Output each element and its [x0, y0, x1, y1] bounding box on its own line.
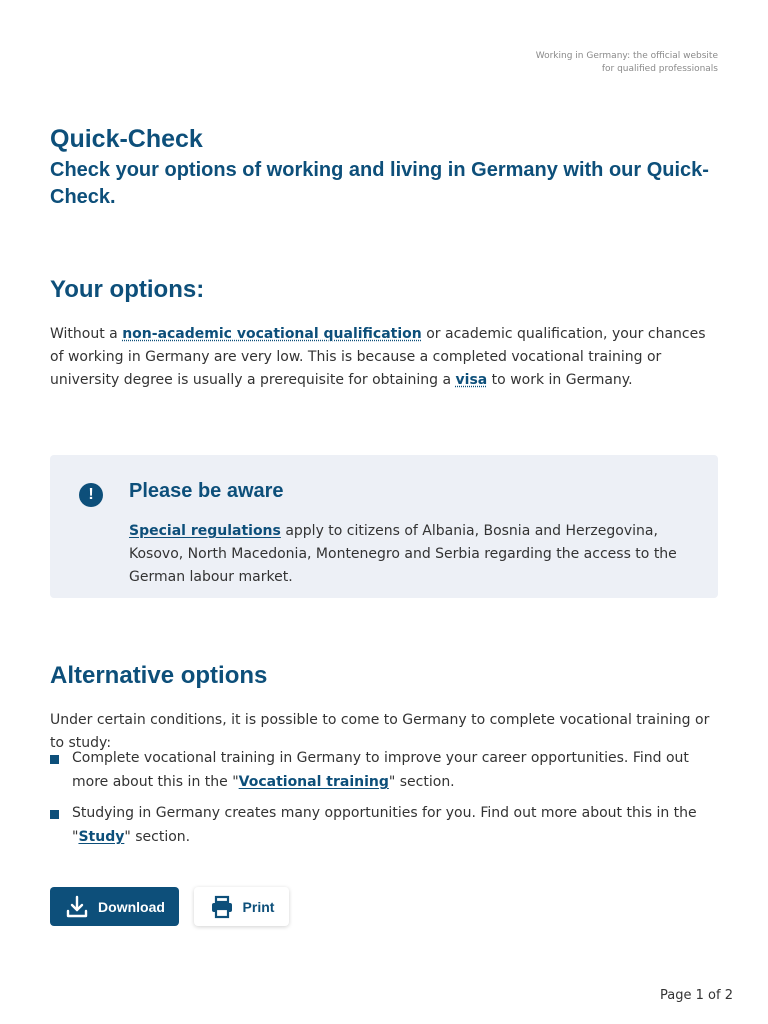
square-bullet-icon [50, 755, 59, 764]
page-title: Quick-Check [50, 125, 203, 153]
site-tagline-line-1: Working in Germany: the official website [535, 51, 718, 61]
options-text-part-1: Without a [50, 326, 123, 342]
print-button[interactable] [194, 887, 289, 926]
study-link[interactable]: Study [78, 829, 125, 845]
print-button-label: Print [242, 898, 275, 915]
vocational-training-link[interactable]: Vocational training [238, 774, 389, 790]
options-heading: Your options: [50, 276, 205, 303]
download-button[interactable] [50, 887, 179, 926]
special-regulations-link[interactable]: Special regulations [129, 523, 281, 539]
printer-icon [209, 894, 235, 920]
alternative-options-intro: Under certain conditions, it is possible to come to Germany to complete vocational training or to study: [50, 712, 710, 751]
site-tagline [536, 50, 718, 76]
alternative-options-heading: Alternative options [50, 662, 268, 689]
alternative-options-list [50, 746, 718, 856]
visa-link[interactable]: visa [455, 372, 488, 388]
options-text-part-3: to work in Germany. [487, 372, 633, 388]
options-text-part-2: or academic qualification, your chances of working in Germany are very low. This is because a completed vocational training or university degree is usually a prerequisite for obtaining a [50, 326, 706, 388]
notice-text [129, 520, 689, 589]
square-bullet-icon [50, 810, 59, 819]
notice-box [50, 455, 718, 598]
download-button-label: Download [98, 898, 165, 915]
list-item [50, 801, 718, 849]
list-item-text: Studying in Germany creates many opportunities for you. Find out more about this in the " [72, 805, 697, 845]
exclamation-icon: ! [79, 483, 103, 507]
list-item-text: Complete vocational training in Germany to improve your career opportunities. Find out more about this in the " [72, 750, 689, 790]
notice-text-body: apply to citizens of Albania, Bosnia and Herzegovina, Kosovo, North Macedonia, Montenegro and Serbia regarding the access to the German labour market. [129, 523, 677, 585]
notice-title: Please be aware [129, 480, 284, 502]
list-item-end: " section. [388, 774, 455, 790]
site-tagline-line-2: for qualified professionals [601, 64, 718, 74]
page-number: Page 1 of 2 [660, 988, 733, 1003]
list-item [50, 746, 718, 794]
page-subtitle: Check your options of working and living in Germany with our Quick-Check. [50, 159, 709, 208]
list-item-end: " section. [124, 829, 191, 845]
options-text [50, 323, 718, 392]
download-icon [64, 894, 90, 920]
vocational-qualification-link[interactable]: non-academic vocational qualification [122, 326, 422, 342]
